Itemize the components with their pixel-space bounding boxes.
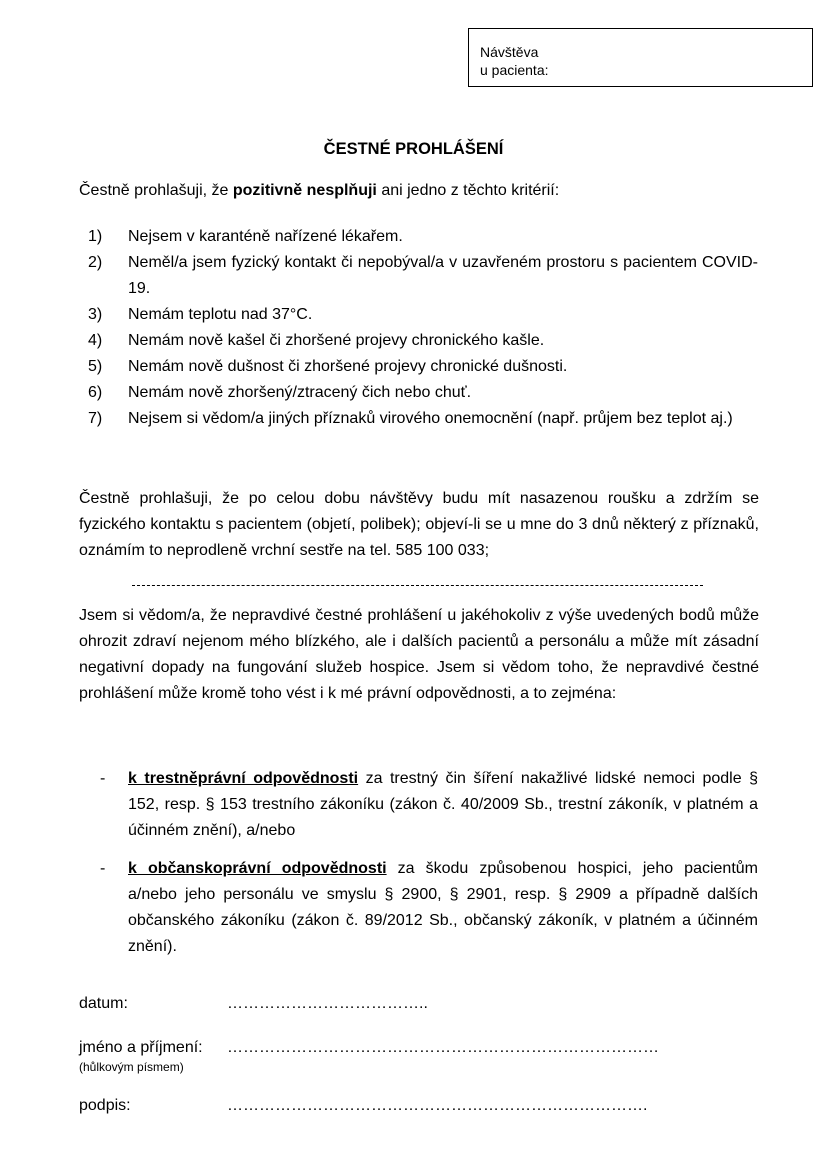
date-label: datum:	[79, 995, 128, 1012]
intro-pre: Čestně prohlašuji, že	[79, 182, 233, 199]
name-note: (hůlkovým písmem)	[79, 1060, 184, 1074]
criteria-item	[88, 354, 758, 380]
intro-bold: pozitivně nesplňuji	[232, 182, 377, 199]
criteria-number: 6)	[88, 384, 103, 401]
criteria-text: Nejsem v karanténě nařízené lékařem.	[128, 228, 403, 245]
responsibility-item	[100, 856, 758, 960]
visit-box-line2: u pacienta:	[480, 62, 549, 78]
criteria-item	[88, 302, 758, 328]
criteria-text: Nemám nově dušnost či zhoršené projevy chronické dušnosti.	[128, 358, 568, 375]
criteria-number: 3)	[88, 306, 103, 323]
name-field[interactable]: ………………………………………………………………………	[227, 1039, 659, 1056]
visit-box	[468, 28, 813, 87]
criteria-text: Nemám teplotu nad 37°C.	[128, 306, 313, 323]
criteria-item	[88, 380, 758, 406]
criteria-number: 2)	[88, 254, 103, 271]
criteria-list	[88, 224, 758, 432]
dashed-divider	[132, 585, 703, 586]
responsibility-text	[128, 856, 758, 960]
intro-post: ani jedno z těchto kritérií:	[376, 182, 560, 199]
list-dash: -	[100, 860, 106, 877]
criteria-item	[88, 406, 758, 432]
responsibility-list	[100, 766, 758, 972]
criteria-item	[88, 224, 758, 250]
criteria-item	[88, 328, 758, 354]
criteria-text: Nemám nově kašel či zhoršené projevy chronického kašle.	[128, 332, 545, 349]
visit-box-line1: Návštěva	[480, 44, 539, 60]
responsibility-body: za škodu způsobenou hospici, jeho pacientům a/nebo jeho personálu ve smyslu § 2900, § 2901, resp. § 2909 a případně dalších občanského zákoníku (zákon č. 89/2012 Sb., občanský zákoník, v platném a účinném znění).	[128, 860, 758, 955]
criteria-number: 5)	[88, 358, 103, 375]
responsibility-title: k trestněprávní odpovědnosti	[128, 770, 359, 787]
signature-field[interactable]: …………………………………………………………………….	[227, 1097, 648, 1114]
criteria-number: 7)	[88, 410, 103, 427]
list-dash: -	[100, 770, 106, 787]
document-title: ČESTNÉ PROHLÁŠENÍ	[323, 140, 504, 158]
criteria-item	[88, 250, 758, 302]
criteria-number: 4)	[88, 332, 103, 349]
name-label: jméno a příjmení:	[79, 1039, 203, 1056]
date-row	[79, 995, 428, 1013]
declaration-paragraph: Čestně prohlašuji, že po celou dobu návštěvy budu mít nasazenou roušku a zdržím se fyzického kontaktu s pacientem (objetí, polibek); objeví-li se u mne do 3 dnů některý z příznaků, oznámím to neprodleně vrchní sestře na tel. 585 100 033;	[79, 490, 759, 559]
criteria-text: Nejsem si vědom/a jiných příznaků virového onemocnění (např. průjem bez teplot aj.)	[128, 410, 733, 427]
responsibility-text	[128, 766, 758, 844]
responsibility-item	[100, 766, 758, 844]
criteria-number: 1)	[88, 228, 103, 245]
criteria-text: Nemám nově zhoršený/ztracený čich nebo chuť.	[128, 384, 472, 401]
liability-paragraph: Jsem si vědom/a, že nepravdivé čestné prohlášení u jakéhokoliv z výše uvedených bodů může ohrozit zdraví nejenom mého blízkého, ale i dalších pacientů a personálu a může mít zásadní negativní dopady na fungování služeb hospice. Jsem si vědom toho, že nepravdivé čestné prohlášení může kromě toho vést i k mé právní odpovědnosti, a to zejména:	[79, 607, 759, 702]
intro-sentence	[79, 182, 559, 200]
name-row	[79, 1039, 659, 1057]
responsibility-body: za trestný čin šíření nakažlivé lidské nemoci podle § 152, resp. § 153 trestního zákoníku (zákon č. 40/2009 Sb., trestní zákoník, v platném a účinném znění), a/nebo	[128, 770, 759, 839]
signature-label: podpis:	[79, 1097, 131, 1114]
date-field[interactable]: ………………………………..	[227, 995, 428, 1012]
responsibility-title: k občanskoprávní odpovědnosti	[128, 860, 387, 877]
criteria-text: Neměl/a jsem fyzický kontakt či nepobýval/a v uzavřeném prostoru s pacientem COVID-19.	[128, 254, 758, 297]
signature-row	[79, 1097, 647, 1115]
